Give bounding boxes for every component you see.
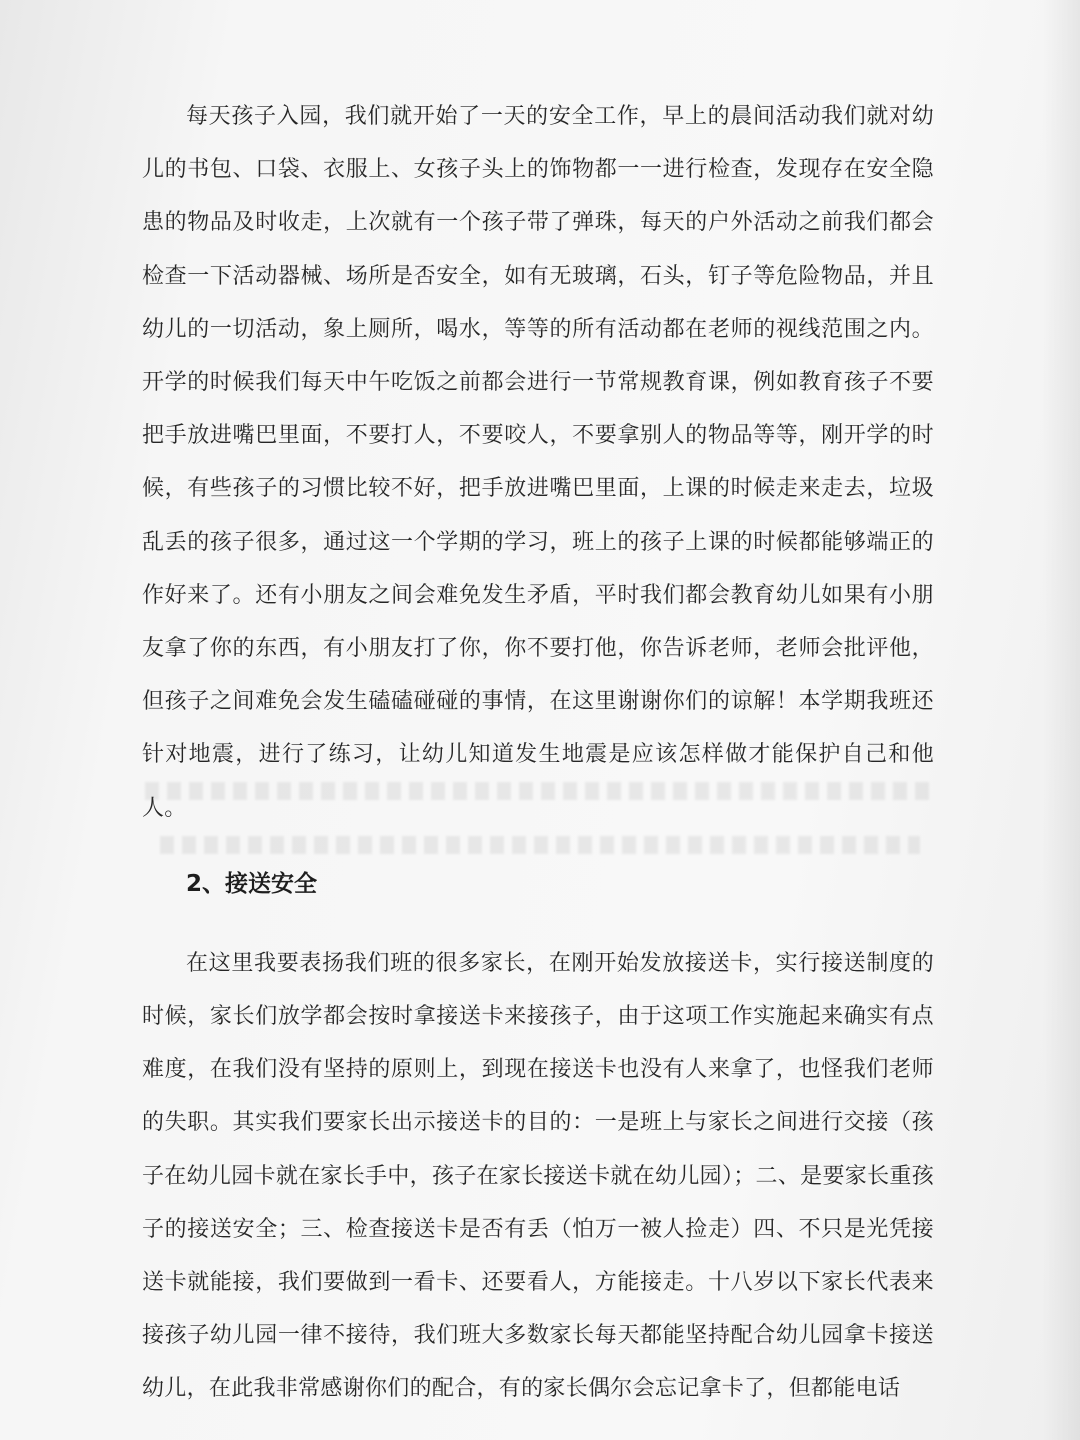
paragraph-daily-safety: 每天孩子入园，我们就开始了一天的安全工作，早上的晨间活动我们就对幼儿的书包、口袋、衣服上、女孩子头上的饰物都一一进行检查，发现存在安全隐患的物品及时收走，上次就有一个孩子带了弹珠，每天的户外活动之前我们都会检查一下活动器械、场所是否安全，如有无玻璃，石头，钉子等危险物品，并且幼儿的一切活动，象上厕所，喝水，等等的所有活动都在老师的视线范围之内。开学的时候我们每天中午吃饭之前都会进行一节常规教育课，例如教育孩子不要把手放进嘴巴里面，不要打人，不要咬人，不要拿别人的物品等等，刚开学的时候，有些孩子的习惯比较不好，把手放进嘴巴里面，上课的时候走来走去，垃圾乱丢的孩子很多，通过这一个学期的学习，班上的孩子上课的时候都能够端正的作好来了。还有小朋友之间会难免发生矛盾，平时我们都会教育幼儿如果有小朋友拿了你的东西，有小朋友打了你，你不要打他，你告诉老师，老师会批评他，但孩子之间难免会发生磕磕碰碰的事情，在这里谢谢你们的谅解！本学期我班还针对地震，进行了练习，让幼儿知道发生地震是应该怎样做才能保护自己和他人。	[142, 104, 934, 821]
section-heading-pickup-safety: 2、接送安全	[186, 870, 318, 897]
document-body	[142, 90, 934, 1416]
paragraph-pickup-safety: 在这里我要表扬我们班的很多家长，在刚开始发放接送卡，实行接送制度的时候，家长们放学都会按时拿接送卡来接孩子，由于这项工作实施起来确实有点难度，在我们没有坚持的原则上，到现在接送卡也没有人来拿了，也怪我们老师的失职。其实我们要家长出示接送卡的目的：一是班上与家长之间进行交接（孩子在幼儿园卡就在家长手中，孩子在家长接送卡就在幼儿园）；二、是要家长重孩子的接送安全；三、检查接送卡是否有丢（怕万一被人捡走）四、不只是光凭接送卡就能接，我们要做到一看卡、还要看人，方能接走。十八岁以下家长代表来接孩子幼儿园一律不接待，我们班大多数家长每天都能坚持配合幼儿园拿卡接送幼儿，在此我非常感谢你们的配合，有的家长偶尔会忘记拿卡了，但都能电话	[142, 950, 934, 1402]
page-edge-shadow	[1042, 0, 1080, 1440]
